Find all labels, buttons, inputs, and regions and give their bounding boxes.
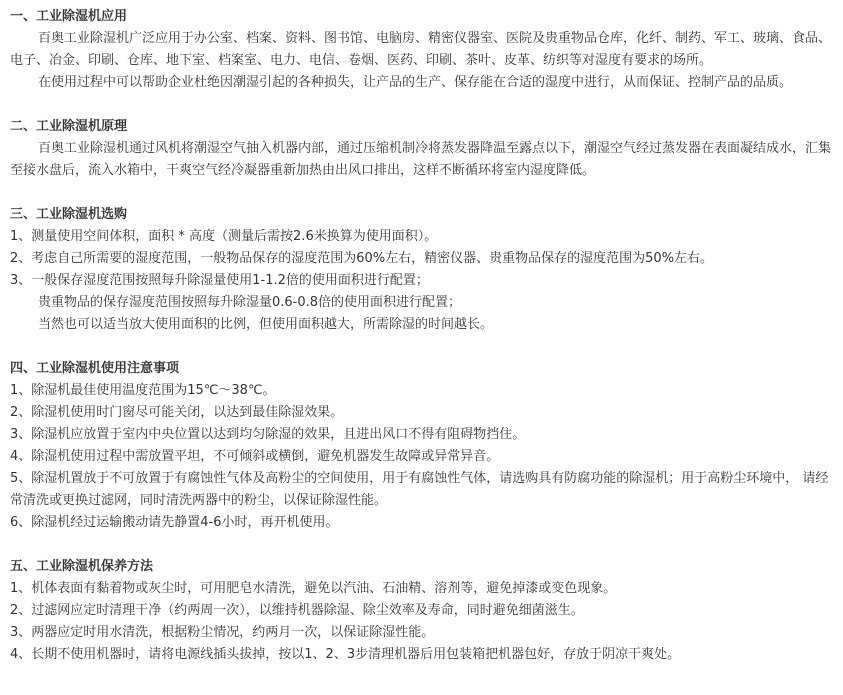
list-item: 2、过滤网应定时清理干净（约两周一次），以维持机器除湿、除尘效率及寿命，同时避免细菌滋生。	[10, 603, 584, 618]
paragraph: 百奥工业除湿机广泛应用于办公室、档案、资料、图书馆、电脑房、精密仪器室、医院及贵重物品仓库，化纤、制药、军工、玻璃、食品、电子、冶金、印刷、仓库、地下室、档案室、电力、电信、卷烟、医药、印刷、茶叶、皮革、纺织等对湿度有要求的场所。	[10, 31, 832, 68]
section-heading: 四、工业除湿机使用注意事项	[10, 361, 180, 376]
paragraph: 百奥工业除湿机通过风机将潮湿空气抽入机器内部，通过压缩机制冷将蒸发器降温至露点以下，潮湿空气经过蒸发器在表面凝结成水，汇集至接水盘后，流入水箱中，干爽空气经冷凝器重新加热由出风口排出，这样不断循环将室内湿度降低。	[10, 141, 832, 178]
section-maintenance	[10, 556, 835, 666]
list-item: 1、除湿机最佳使用温度范围为15℃～38℃。	[10, 383, 276, 398]
list-item: 2、除湿机使用时门窗尽可能关闭，以达到最佳除湿效果。	[10, 405, 344, 420]
list-sub-item: 贵重物品的保存湿度范围按照每升除湿量0.6-0.8倍的使用面积进行配置；	[38, 295, 462, 310]
list-item: 2、考虑自己所需要的湿度范围，一般物品保存的湿度范围为60%左右，精密仪器、贵重物品保存的湿度范围为50%左右。	[10, 251, 714, 266]
paragraph: 在使用过程中可以帮助企业杜绝因潮湿引起的各种损失，让产品的生产、保存能在合适的湿度中进行，从而保证、控制产品的品质。	[38, 75, 793, 90]
section-heading: 一、工业除湿机应用	[10, 9, 128, 24]
list-item: 3、两器应定时用水清洗，根据粉尘情况，约两月一次，以保证除湿性能。	[10, 625, 435, 640]
section-heading: 二、工业除湿机原理	[10, 119, 128, 134]
list-item: 6、除湿机经过运输搬动请先静置4-6小时，再开机使用。	[10, 515, 339, 530]
list-item: 3、一般保存湿度范围按照每升除湿量使用1-1.2倍的使用面积进行配置；	[10, 273, 429, 288]
list-item: 1、机体表面有黏着物或灰尘时，可用肥皂水清洗，避免以汽油、石油精、溶剂等，避免掉漆或变色现象。	[10, 581, 617, 596]
list-item: 1、测量使用空间体积，面积 * 高度（测量后需按2.6米换算为使用面积）。	[10, 229, 438, 244]
list-item: 4、长期不使用机器时，请将电源线插头拔掉，按以1、2、3步清理机器后用包装箱把机器包好，存放于阴凉干爽处。	[10, 647, 681, 662]
section-heading: 三、工业除湿机选购	[10, 207, 128, 222]
section-precautions	[10, 358, 835, 534]
section-principle	[10, 116, 835, 182]
list-item: 3、除湿机应放置于室内中央位置以达到均匀除湿的效果，且进出风口不得有阻碍物挡住。	[10, 427, 526, 442]
list-item: 4、除湿机使用过程中需放置平坦，不可倾斜或横倒，避免机器发生故障或异常异音。	[10, 449, 500, 464]
section-heading: 五、工业除湿机保养方法	[10, 559, 154, 574]
list-item: 5、除湿机置放于不可放置于有腐蚀性气体及高粉尘的空间使用，用于有腐蚀性气体，请选购具有防腐功能的除湿机；用于高粉尘环境中， 请经常清洗或更换过滤网，同时清洗两器中的粉尘，以保证除湿性能。	[10, 471, 829, 508]
section-selection	[10, 204, 835, 336]
list-sub-item: 当然也可以适当放大使用面积的比例，但使用面积越大，所需除湿的时间越长。	[38, 317, 494, 332]
section-application	[10, 6, 835, 94]
